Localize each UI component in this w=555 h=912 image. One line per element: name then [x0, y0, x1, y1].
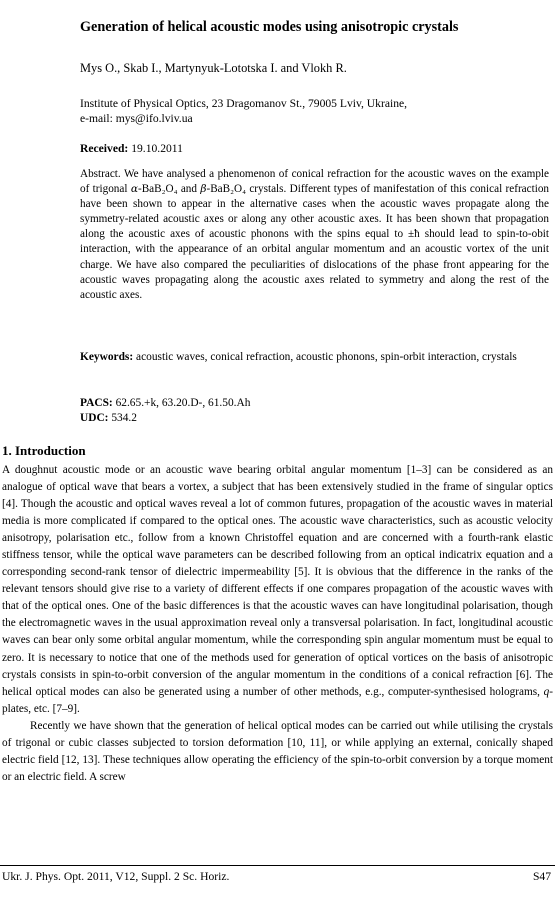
page-number: S47	[532, 870, 551, 883]
author-list: Mys O., Skab I., Martynyuk-Lototska I. and Vlokh R.	[80, 61, 347, 75]
paragraph-1-end: -plates, etc. [7–9].	[2, 685, 554, 715]
paragraph-1	[2, 462, 553, 718]
pacs-line	[80, 396, 250, 411]
beta-symbol: β	[200, 183, 207, 196]
abstract-text-2: -BaB₂O₄ and	[137, 183, 197, 196]
abstract	[80, 167, 549, 303]
paragraph-1-text: A doughnut acoustic mode or an acoustic wave bearing orbital angular momentum [1–3] can be considered as an analogue of optical wave that bears a vortex, a subject that has been extensively studied in the frame of singular optics [4]. Though the acoustic and optical waves reveal a lot of common futures, propagation of the acoustic waves in material media is more complicated if compared to the optical ones. The acoustic wave characteristics, such as acoustic velocity anisotropy, polarisation etc., follow from a known Christoffel equation and are concerned with a fourth-rank elastic stiffness tensor, while the optical wave parameters can be described following from an optical indicatrix equation and a corresponding second-rank tensor of dielectric impermeability [5]. It is obvious that the difference in the ranks of the relevant tensors should give rise to a variety of different effects if one compares propagation of the acoustic waves with that of the optical ones. One of the basic differences is that the acoustic waves can have longitudinal polarisation, though the electromagnetic waves in the usual approximation reveal only a transversal polarisation. In fact, longitudinal acoustic waves can bear only some orbital angular momentum, while the corresponding spin angular momentum must be equal to zero. It is necessary to notice that one of the methods used for generation of optical vortices on the basis of anisotropic crystals consists in spin-to-orbit conversion of the angular momentum in the conditions of a conical refraction [6]. The helical optical modes can also be generated using a number of other methods, e.g., computer-synthesised holograms,	[2, 464, 553, 698]
paragraph-2: Recently we have shown that the generation of helical optical modes can be carried out while utilising the crystals of trigonal or cubic classes subjected to torsion deformation [10, 11], or while applying an external, conically shaped electric field [12, 13]. These techniques allow operating the efficiency of the spin-to-orbit conversion by a torque moment or an electric field. A screw	[2, 719, 553, 783]
footer-rule	[0, 865, 555, 866]
abstract-text-4: should lead to spin-to-obit interaction, with the appearance of an orbital angular momentum and an acoustic vortex of the unit charge. We have also compared the peculiarities of dislocations of the phase front appearing for the acoustic waves propagating along the acoustic axes related to symmetry and along the rest of the acoustic axes.	[80, 228, 550, 301]
body-text	[2, 462, 553, 786]
classification	[80, 396, 250, 426]
abstract-text-3: -BaB₂O₄ crystals. Different types of manifestation of this conical refraction have been shown to appear in the alternative cases when the acoustic waves propagate along the symmetry-related acoustic axes or along any other acoustic axes. It has been shown that propagation along the acoustic axes of acoustic phonons with the spins equal to	[80, 183, 550, 241]
udc-label: UDC:	[80, 412, 109, 424]
journal-citation: Ukr. J. Phys. Opt. 2011, V12, Suppl. 2 Sc. Horiz.	[2, 870, 230, 883]
alpha-symbol: α	[130, 183, 138, 196]
contact-email[interactable]: e-mail: mys@ifo.lviv.ua	[80, 112, 193, 125]
section-heading: 1. Introduction	[2, 443, 86, 458]
affiliation	[80, 96, 540, 126]
abstract-text-1: Abstract. We have analysed a phenomenon of conical refraction for the acoustic waves on the example of trigonal	[80, 168, 549, 196]
q-symbol: q	[543, 685, 550, 698]
received-label: Received:	[80, 142, 129, 155]
spin-symbol: ±ħ	[408, 228, 420, 241]
institution-address: Institute of Physical Optics, 23 Dragomanov St., 79005 Lviv, Ukraine,	[80, 97, 408, 110]
udc-code: 534.2	[111, 412, 137, 424]
keywords-label: Keywords:	[80, 351, 134, 363]
paper-title: Generation of helical acoustic modes using anisotropic crystals	[80, 19, 459, 35]
pacs-label: PACS:	[80, 397, 113, 409]
keywords-text: acoustic waves, conical refraction, acoustic phonons, spin-orbit interaction, crystals	[136, 351, 517, 363]
pacs-codes: 62.65.+k, 63.20.D-, 61.50.Ah	[115, 397, 251, 409]
received-date	[80, 141, 183, 156]
udc-line	[80, 411, 250, 426]
keywords	[80, 350, 549, 365]
received-value: 19.10.2011	[131, 142, 183, 155]
